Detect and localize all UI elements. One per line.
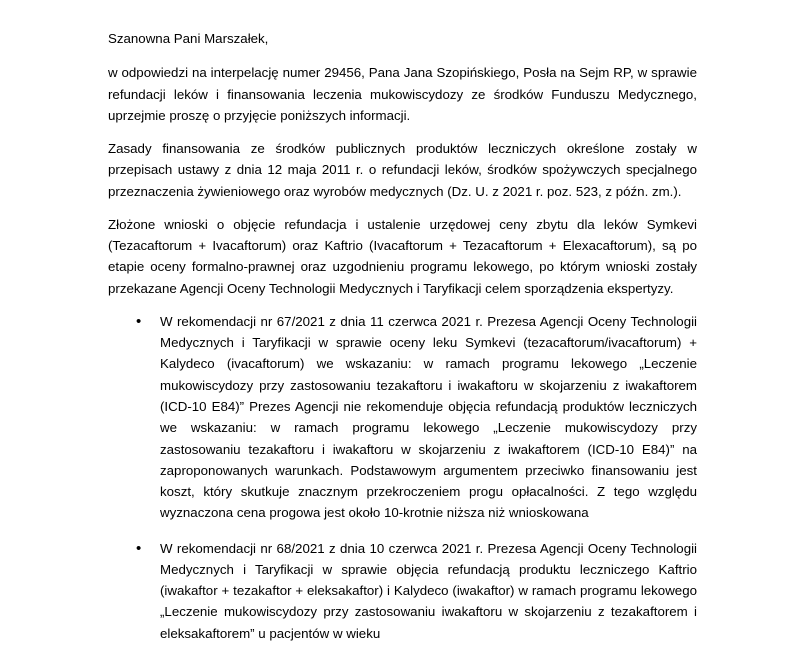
paragraph-2: Zasady finansowania ze środków publicznych produktów leczniczych określone zostały w przepisach ustawy z dnia 12 maja 2011 r. o refundacji leków, środków spożywczych specjalnego przeznaczenia żywieniowego oraz wyrobów medycznych (Dz. U. z 2021 r. poz. 523, z późn. zm.). [108, 141, 697, 199]
paragraph-3: Złożone wnioski o objęcie refundacja i ustalenie urzędowej ceny zbytu dla leków Symkevi (Tezacaftorum + Ivacaftorum) oraz Kaftrio (Ivacaftorum + Tezacaftorum + Elexacaftorum), są po etapie oceny formalno-prawnej oraz uzgodnieniu programu lekowego, po którym wnioski zostały przekazane Agencji Oceny Technologii Medycznych i Taryfikacji celem sporządzenia ekspertyzy. [108, 216, 697, 296]
list-item: • W rekomendacji nr 68/2021 z dnia 10 czerwca 2021 r. Prezesa Agencji Oceny Technologii Medycznych i Taryfikacji w sprawie objęcia refundacją produktu leczniczego Kaftrio (iwakaftor + tezakaftor + eleksakaftor) i Kalydeco (iwakaftor) w ramach programu lekowego „Leczenie mukowiscydozy przy zastosowaniu iwakaftoru w skojarzeniu z tezakaftorem i eleksakaftorem” u pacjentów w wieku [136, 538, 697, 644]
recommendation-list [108, 311, 697, 644]
paragraph-1: w odpowiedzi na interpelację numer 29456, Pana Jana Szopińskiego, Posła na Sejm RP, w sprawie refundacji leków i finansowania leczenia mukowiscydozy ze środków Funduszu Medycznego, uprzejmie proszę o przyjęcie poniższych informacji. [108, 65, 697, 123]
list-item: • W rekomendacji nr 67/2021 z dnia 11 czerwca 2021 r. Prezesa Agencji Oceny Technologii Medycznych i Taryfikacji w sprawie oceny leku Symkevi (tezacaftorum/ivacaftorum) + Kalydeco (ivacaftorum) we wskazaniu: w ramach programu lekowego „Leczenie mukowiscydozy przy zastosowaniu tezakaftoru i iwakaftoru w skojarzeniu z iwakaftorem (ICD-10 E84)” Prezes Agencji nie rekomenduje objęcia refundacją produktów leczniczych we wskazaniu: w ramach programu lekowego „Leczenie mukowiscydozy przy zastosowaniu tezakaftoru i iwakaftoru w skojarzeniu z iwakaftorem (ICD-10 E84)” na zaproponowanych warunkach. Podstawowym argumentem przeciwko finansowaniu jest koszt, który skutkuje znacznym przekroczeniem progu opłacalności. Z tego względu wyznaczona cena progowa jest około 10-krotnie niższa niż wnioskowana [136, 311, 697, 524]
salutation: Szanowna Pani Marszałek, [108, 31, 269, 46]
